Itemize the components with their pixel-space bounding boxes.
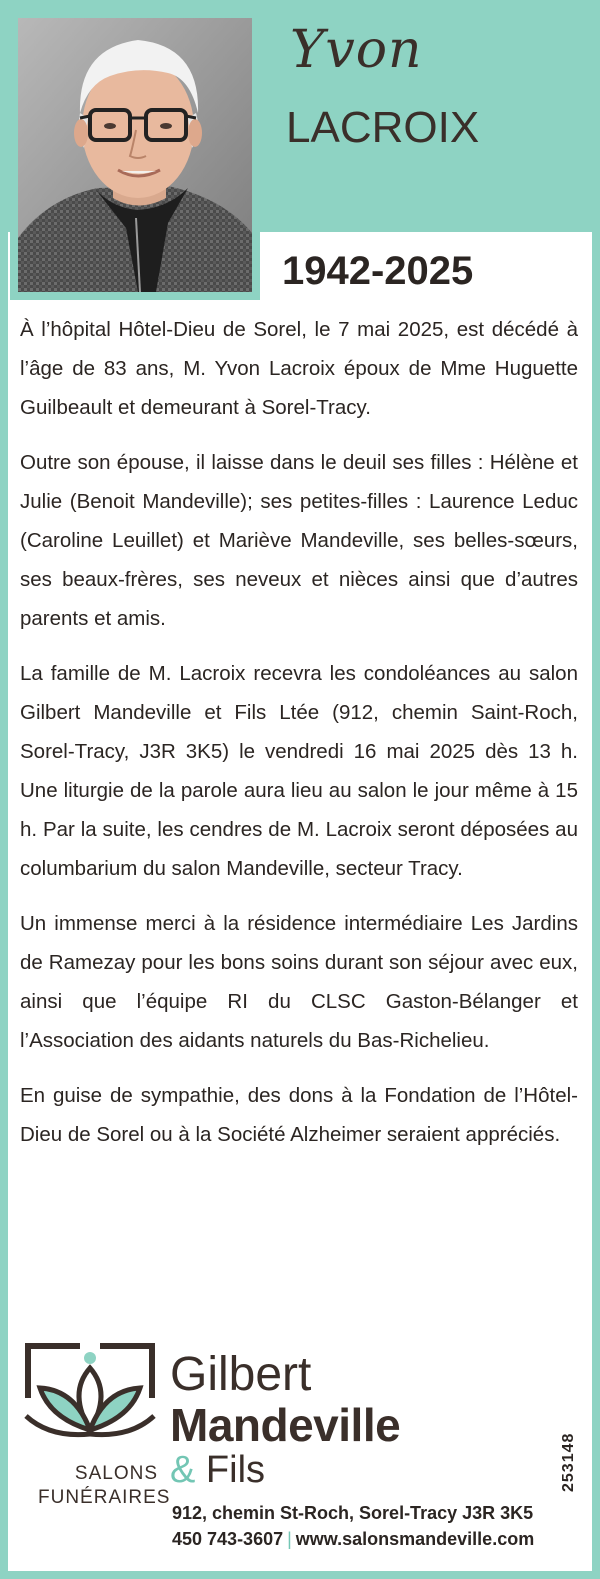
- paragraph-donations: En guise de sympathie, des dons à la Fondation de l’Hôtel-Dieu de Sorel ou à la Société Alzheimer seraient appréciés.: [20, 1084, 578, 1146]
- funeral-home-address: 912, chemin St-Roch, Sorel-Tracy J3R 3K5: [172, 1503, 534, 1523]
- funeral-home-contact: [172, 1526, 534, 1552]
- lotus-logo-icon: [20, 1338, 160, 1458]
- portrait-image: [18, 18, 252, 292]
- brand-fils: [170, 1448, 265, 1492]
- bottom-border: [0, 1571, 600, 1579]
- paragraph-condolences: La famille de M. Lacroix recevra les condoléances au salon Gilbert Mandeville et Fils Ltée (912, chemin Saint-Roch, Sorel-Tracy, J3R 3K5) le vendredi 16 mai 2025 dès 13 h. Une liturgie de la parole aura lieu au salon le jour même à 15 h. Par la suite, les cendres de M. Lacroix seront déposées au columbarium du salon Mandeville, secteur Tracy.: [20, 662, 578, 880]
- funeraires-line: FUNÉRAIRES: [38, 1487, 171, 1508]
- paragraph-family: Outre son épouse, il laisse dans le deuil ses filles : Hélène et Julie (Benoit Mandeville); ses petites-filles : Laurence Leduc (Caroline Leuillet) et Mariève Mandeville, ses belles-sœurs, ses beaux-frères, ses neveux et nièces ainsi que d’autres parents et amis.: [20, 451, 578, 630]
- website-link[interactable]: www.salonsmandeville.com: [295, 1529, 535, 1549]
- portrait-frame: [10, 10, 260, 300]
- paragraph-thanks: Un immense merci à la résidence intermédiaire Les Jardins de Ramezay pour les bons soins durant son séjour avec eux, ainsi que l’équipe RI du CLSC Gaston-Bélanger et l’Association des aidants naturels du Bas-Richelieu.: [20, 912, 578, 1052]
- last-name: LACROIX: [286, 103, 480, 152]
- first-name: Yvon: [290, 20, 423, 80]
- brand-mandeville: Mandeville: [170, 1399, 401, 1451]
- portrait-photo: [18, 18, 252, 292]
- obituary-text: [20, 310, 578, 1154]
- contact-separator: |: [287, 1529, 292, 1549]
- left-border: [0, 0, 8, 1579]
- life-years: 1942-2025: [282, 249, 474, 293]
- salons-line: SALONS: [74, 1463, 158, 1484]
- phone-number: 450 743-3607: [172, 1529, 284, 1549]
- brand-gilbert: Gilbert: [170, 1348, 312, 1401]
- brand-ampersand: &: [170, 1449, 196, 1491]
- right-border: [592, 0, 600, 1579]
- ad-reference-number: 253148: [560, 1432, 577, 1492]
- brand-fils-word: Fils: [205, 1449, 266, 1491]
- salons-funeraires-label: [38, 1462, 171, 1510]
- paragraph-death-notice: À l’hôpital Hôtel-Dieu de Sorel, le 7 mai 2025, est décédé à l’âge de 83 ans, M. Yvon Lacroix époux de Mme Huguette Guilbeault et demeurant à Sorel-Tracy.: [20, 318, 578, 419]
